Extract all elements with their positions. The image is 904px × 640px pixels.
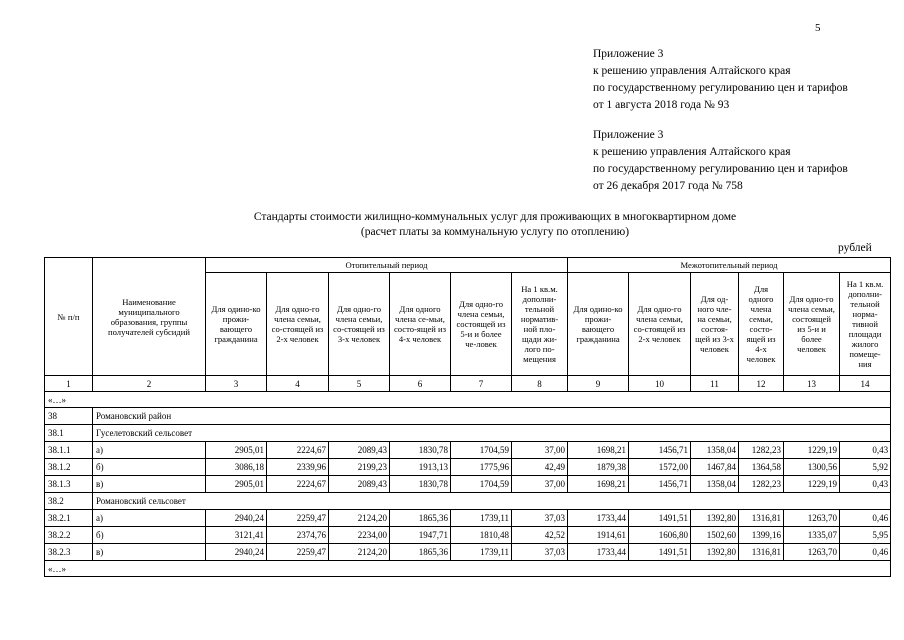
value-cell: 1364,58: [739, 459, 784, 476]
value-cell: 2940,24: [206, 544, 267, 561]
value-cell: 2124,20: [329, 510, 390, 527]
value-cell: 1865,36: [390, 544, 451, 561]
header-municipality-name: Наименование муниципального образования, группы получателей субсидий: [93, 258, 206, 376]
value-cell: 2234,00: [329, 527, 390, 544]
column-number: 8: [512, 376, 568, 392]
value-cell: 1502,60: [691, 527, 739, 544]
ellipsis-text: «…»: [45, 561, 891, 577]
value-cell: 1698,21: [568, 476, 629, 493]
column-number: 7: [451, 376, 512, 392]
header-interheating-col: Для одного члена семьи, состо-ящей из 4-х человек: [739, 273, 784, 376]
document-title-line: Стандарты стоимости жилищно-коммунальных услуг для проживающих в многоквартирном доме: [253, 211, 737, 223]
column-number-row: [45, 376, 891, 392]
value-cell: 0,46: [840, 544, 891, 561]
row-label: б): [93, 527, 206, 544]
value-cell: 1698,21: [568, 442, 629, 459]
value-cell: 2374,76: [267, 527, 329, 544]
table-row: [45, 442, 891, 459]
council-name: Романовский сельсовет: [93, 493, 891, 510]
value-cell: 1467,84: [691, 459, 739, 476]
header-interheating-period: Межотопительный период: [568, 258, 891, 273]
row-code: 38.1.3: [45, 476, 93, 493]
value-cell: 1263,70: [784, 510, 840, 527]
value-cell: 1392,80: [691, 544, 739, 561]
value-cell: 37,00: [512, 442, 568, 459]
value-cell: 37,00: [512, 476, 568, 493]
value-cell: 1865,36: [390, 510, 451, 527]
column-number: 11: [691, 376, 739, 392]
value-cell: 1947,71: [390, 527, 451, 544]
ellipsis-row: [45, 392, 891, 408]
table-row: [45, 527, 891, 544]
column-number: 1: [45, 376, 93, 392]
value-cell: 1229,19: [784, 476, 840, 493]
district-name: Романовский район: [93, 408, 891, 425]
ellipsis-text: «…»: [45, 392, 891, 408]
value-cell: 42,52: [512, 527, 568, 544]
value-cell: 1456,71: [629, 476, 691, 493]
value-cell: 1830,78: [390, 476, 451, 493]
appendix-current-line: по государственному регулированию цен и тарифов: [593, 82, 848, 94]
district-code: 38: [45, 408, 93, 425]
value-cell: 1358,04: [691, 442, 739, 459]
value-cell: 2905,01: [206, 476, 267, 493]
value-cell: 1913,13: [390, 459, 451, 476]
row-code: 38.1.2: [45, 459, 93, 476]
appendix-previous-line: к решению управления Алтайского края: [593, 146, 791, 158]
value-cell: 1733,44: [568, 544, 629, 561]
value-cell: 3121,41: [206, 527, 267, 544]
header-interheating-col: Для одно-го члена семьи, состоящей из 5-и и более человек: [784, 273, 840, 376]
column-number: 9: [568, 376, 629, 392]
value-cell: 2224,67: [267, 442, 329, 459]
appendix-current-line: от 1 августа 2018 года № 93: [593, 99, 730, 111]
document-subtitle-line: (расчет платы за коммунальную услугу по отоплению): [360, 226, 630, 238]
header-heating-col: Для одно-го члена семьи, со-стоящей из 2-х человек: [267, 273, 329, 376]
value-cell: 37,03: [512, 510, 568, 527]
header-heating-col: Для одино-ко прожи-вающего гражданина: [206, 273, 267, 376]
value-cell: 1775,96: [451, 459, 512, 476]
header-heating-col: На 1 кв.м. дополни-тельной норматив-ной пло-щади жи-лого по-мещения: [512, 273, 568, 376]
value-cell: 2089,43: [329, 442, 390, 459]
table-row: [45, 510, 891, 527]
column-number: 10: [629, 376, 691, 392]
row-code: 38.2.3: [45, 544, 93, 561]
value-cell: 5,92: [840, 459, 891, 476]
council-code: 38.1: [45, 425, 93, 442]
value-cell: 1704,59: [451, 476, 512, 493]
column-number: 12: [739, 376, 784, 392]
value-cell: 1316,81: [739, 544, 784, 561]
value-cell: 1300,56: [784, 459, 840, 476]
value-cell: 2089,43: [329, 476, 390, 493]
value-cell: 1739,11: [451, 544, 512, 561]
value-cell: 0,43: [840, 442, 891, 459]
value-cell: 2905,01: [206, 442, 267, 459]
standards-table: [44, 257, 891, 577]
council-code: 38.2: [45, 493, 93, 510]
column-number: 2: [93, 376, 206, 392]
value-cell: 2339,96: [267, 459, 329, 476]
appendix-current-line: Приложение 3: [593, 48, 664, 60]
header-interheating-col: Для одно-го члена семьи, со-стоящей из 2-х человек: [629, 273, 691, 376]
appendix-previous-line: Приложение 3: [593, 129, 664, 141]
row-label: в): [93, 476, 206, 493]
value-cell: 2259,47: [267, 544, 329, 561]
value-cell: 2940,24: [206, 510, 267, 527]
header-heating-col: Для одно-го члена семьи, состоящей из 5-и и более че-ловек: [451, 273, 512, 376]
value-cell: 1810,48: [451, 527, 512, 544]
council-row: [45, 493, 891, 510]
row-label: б): [93, 459, 206, 476]
table-row: [45, 544, 891, 561]
value-cell: 1316,81: [739, 510, 784, 527]
value-cell: 1282,23: [739, 442, 784, 459]
column-number: 4: [267, 376, 329, 392]
column-number: 6: [390, 376, 451, 392]
value-cell: 2124,20: [329, 544, 390, 561]
value-cell: 1392,80: [691, 510, 739, 527]
appendix-previous: [593, 127, 848, 195]
council-row: [45, 425, 891, 442]
document-title: [0, 210, 904, 240]
value-cell: 2199,23: [329, 459, 390, 476]
column-number: 13: [784, 376, 840, 392]
value-cell: 1830,78: [390, 442, 451, 459]
units-label: рублей: [838, 242, 872, 254]
value-cell: 1263,70: [784, 544, 840, 561]
header-row-number: № п/п: [45, 258, 93, 376]
ellipsis-row: [45, 561, 891, 577]
value-cell: 1914,61: [568, 527, 629, 544]
header-interheating-col: Для одино-ко прожи-вающего гражданина: [568, 273, 629, 376]
table-row: [45, 459, 891, 476]
value-cell: 2224,67: [267, 476, 329, 493]
value-cell: 1456,71: [629, 442, 691, 459]
row-code: 38.2.2: [45, 527, 93, 544]
value-cell: 0,46: [840, 510, 891, 527]
header-heating-col: Для одно-го члена семьи, со-стоящей из 3-х человек: [329, 273, 390, 376]
value-cell: 1572,00: [629, 459, 691, 476]
value-cell: 1282,23: [739, 476, 784, 493]
row-label: а): [93, 442, 206, 459]
page-number: 5: [815, 22, 821, 34]
value-cell: 3086,18: [206, 459, 267, 476]
value-cell: 1358,04: [691, 476, 739, 493]
value-cell: 1879,38: [568, 459, 629, 476]
value-cell: 1733,44: [568, 510, 629, 527]
value-cell: 2259,47: [267, 510, 329, 527]
value-cell: 1704,59: [451, 442, 512, 459]
value-cell: 0,43: [840, 476, 891, 493]
value-cell: 1606,80: [629, 527, 691, 544]
value-cell: 42,49: [512, 459, 568, 476]
appendix-current-line: к решению управления Алтайского края: [593, 65, 791, 77]
row-label: в): [93, 544, 206, 561]
value-cell: 5,95: [840, 527, 891, 544]
header-heating-col: Для одного члена се-мьи, состо-ящей из 4-х человек: [390, 273, 451, 376]
value-cell: 1399,16: [739, 527, 784, 544]
value-cell: 1739,11: [451, 510, 512, 527]
column-number: 3: [206, 376, 267, 392]
header-interheating-col: На 1 кв.м. дополни-тельной норма-тивной площади жилого помеще-ния: [840, 273, 891, 376]
header-heating-period: Отопительный период: [206, 258, 568, 273]
column-number: 5: [329, 376, 390, 392]
row-code: 38.2.1: [45, 510, 93, 527]
council-name: Гуселетовский сельсовет: [93, 425, 891, 442]
value-cell: 1491,51: [629, 510, 691, 527]
appendix-current: [593, 46, 848, 114]
appendix-previous-line: от 26 декабря 2017 года № 758: [593, 180, 743, 192]
district-row: [45, 408, 891, 425]
value-cell: 37,03: [512, 544, 568, 561]
value-cell: 1491,51: [629, 544, 691, 561]
appendix-previous-line: по государственному регулированию цен и тарифов: [593, 163, 848, 175]
value-cell: 1229,19: [784, 442, 840, 459]
row-code: 38.1.1: [45, 442, 93, 459]
header-interheating-col: Для од-ного чле-на семьи, состоя-щей из 3-х человек: [691, 273, 739, 376]
value-cell: 1335,07: [784, 527, 840, 544]
row-label: а): [93, 510, 206, 527]
column-number: 14: [840, 376, 891, 392]
table-row: [45, 476, 891, 493]
